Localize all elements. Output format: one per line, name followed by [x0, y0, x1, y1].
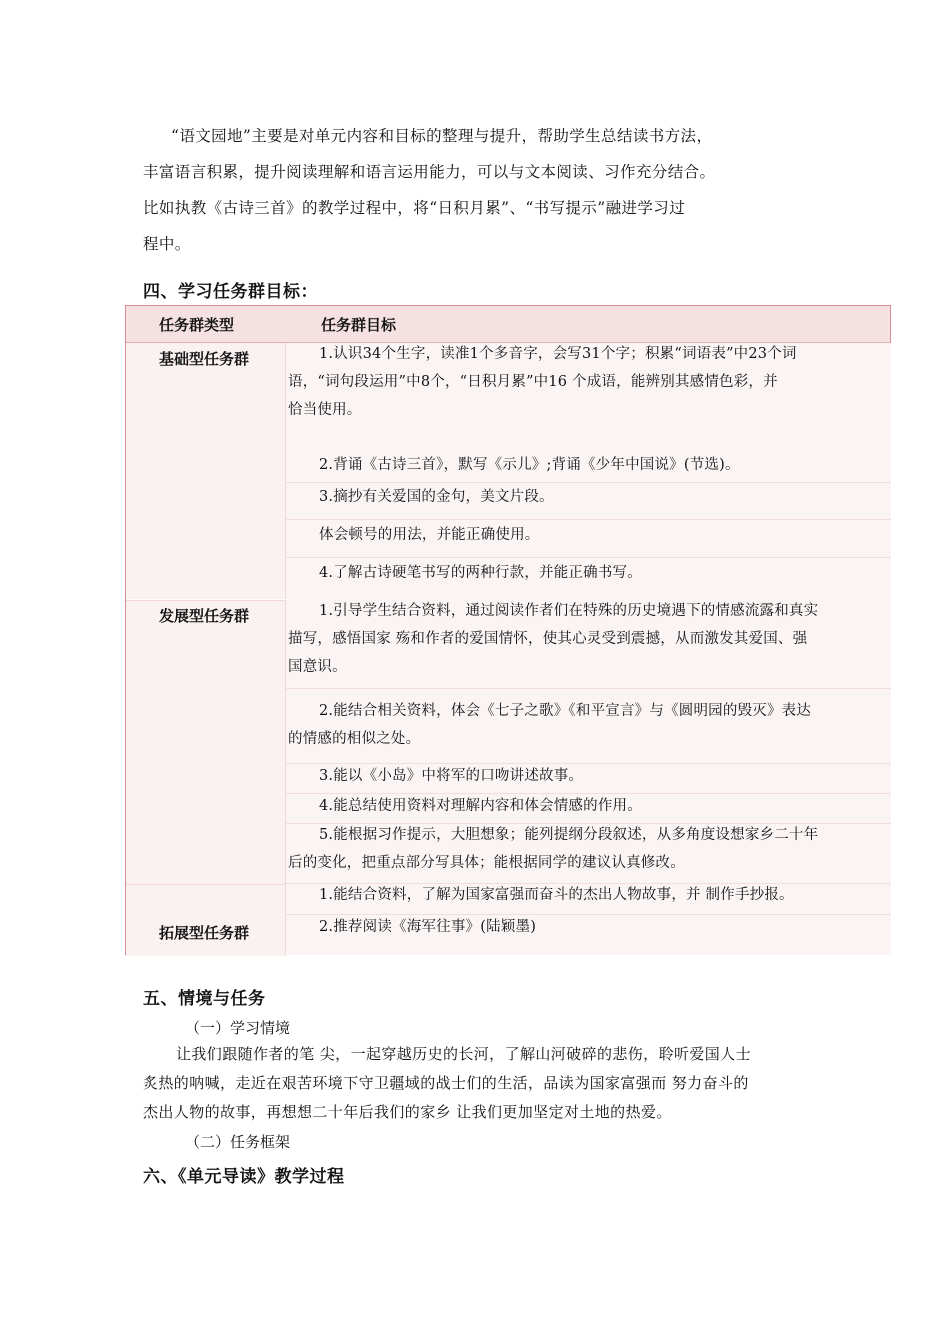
header-type-column: 任务群类型	[159, 316, 235, 334]
goal-item	[288, 340, 890, 424]
intro-line: 丰富语言积累，提升阅读理解和语言运用能力，可以与文本阅读、习作充分结合。	[143, 163, 716, 181]
section-5-heading: 五、情境与任务	[143, 989, 266, 1009]
task-type-label: 基础型任务群	[159, 350, 250, 368]
type-cell-basic	[126, 343, 286, 599]
table-header	[126, 306, 890, 343]
task-type-label: 发展型任务群	[159, 607, 250, 625]
goal-line: 恰当使用。	[288, 402, 362, 418]
situation-line: 炙热的呐喊，走近在艰苦环境下守卫疆域的战士们的生活，品读为国家富强而 努力奋斗的	[143, 1074, 749, 1092]
situation-line: 杰出人物的故事，再想想二十年后我们的家乡 让我们更加坚定对土地的热爱。	[143, 1103, 672, 1121]
goal-item	[288, 762, 890, 790]
header-goal-column: 任务群目标	[321, 316, 397, 334]
goal-item	[288, 597, 890, 681]
goal-line: 3.能以《小岛》中将军的口吻讲述故事。	[319, 768, 584, 784]
intro-paragraph	[143, 118, 803, 262]
goal-line: 5.能根据习作提示，大胆想象；能列提纲分段叙述，从多角度设想家乡二十年	[319, 827, 819, 843]
goal-item	[288, 821, 890, 877]
goal-line: 描写，感悟国家 殇和作者的爱国情怀，使其心灵受到震撼，从而激发其爱国、强	[288, 631, 808, 647]
task-type-label: 拓展型任务群	[159, 924, 250, 942]
goal-line: 4.了解古诗硬笔书写的两种行款，并能正确书写。	[319, 565, 642, 581]
situation-line: 让我们跟随作者的笔 尖，一起穿越历史的长河，了解山河破碎的悲伤，聆听爱国人士	[176, 1045, 751, 1063]
task-group-table	[125, 305, 891, 955]
section-4-heading: 四、学习任务群目标：	[143, 282, 318, 302]
goal-line: 4.能总结使用资料对理解内容和体会情感的作用。	[319, 798, 642, 814]
type-cell-extension	[126, 884, 286, 956]
goal-item	[288, 913, 890, 941]
intro-line: 比如执教《古诗三首》的教学过程中，将“日积月累”、“书写提示”融进学习过	[143, 199, 686, 217]
intro-line: “语文园地”主要是对单元内容和目标的整理与提升，帮助学生总结读书方法，	[171, 127, 713, 145]
goal-line: 2.推荐阅读《海军往事》(陆颖墨)	[319, 919, 537, 935]
goal-item	[288, 521, 890, 549]
goal-item	[288, 881, 890, 909]
goal-line: 后的变化，把重点部分写具体；能根据同学的建议认真修改。	[288, 855, 685, 871]
goal-line: 1.认识34个生字，读准1个多音字，会写31个字；积累“词语表”中23个词	[319, 346, 797, 362]
goal-item	[288, 792, 890, 820]
subheading-situation: （一）学习情境	[185, 1019, 291, 1037]
section-6-heading: 六、《单元导读》教学过程	[143, 1167, 345, 1187]
goal-line: 国意识。	[288, 659, 347, 675]
goal-line: 体会顿号的用法，并能正确使用。	[319, 527, 540, 543]
goal-line: 的情感的相似之处。	[288, 731, 421, 747]
goal-item	[288, 559, 890, 587]
goal-item	[288, 697, 890, 753]
subheading-task-framework: （二）任务框架	[185, 1133, 291, 1151]
goal-line: 语，“词句段运用”中8个，“日积月累”中16 个成语，能辨别其感情色彩，并	[288, 374, 778, 390]
goal-line: 1.能结合资料，了解为国家富强而奋斗的杰出人物故事，并 制作手抄报。	[319, 887, 794, 903]
type-cell-development	[126, 600, 286, 884]
goal-line: 3.摘抄有关爱国的金句，美文片段。	[319, 489, 554, 505]
intro-line: 程中。	[143, 235, 191, 253]
goal-item	[288, 451, 890, 479]
goal-line: 2.背诵《古诗三首》，默写《示儿》;背诵《少年中国说》(节选)。	[319, 457, 740, 473]
goal-item	[288, 483, 890, 511]
goal-line: 2.能结合相关资料，体会《七子之歌》《和平宣言》与《圆明园的毁灭》表达	[319, 703, 812, 719]
situation-paragraph	[143, 1040, 823, 1127]
goal-line: 1.引导学生结合资料，通过阅读作者们在特殊的历史境遇下的情感流露和真实	[319, 603, 819, 619]
